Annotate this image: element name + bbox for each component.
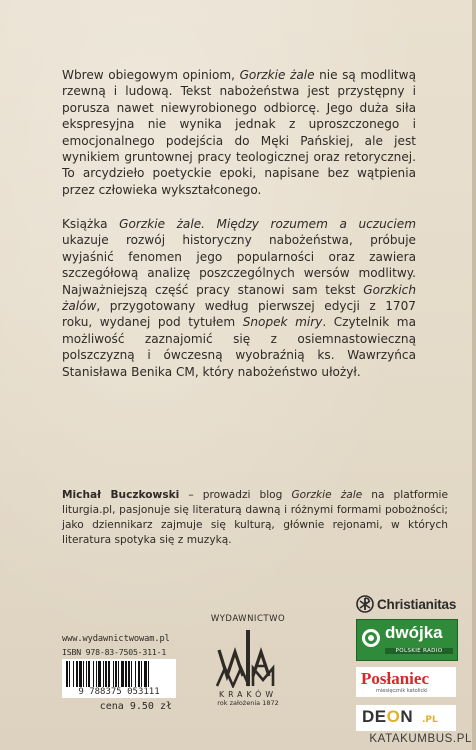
author-bio-text: – prowadzi blog Gorzkie żale na platformie liturgia.pl, pasjonuje się literaturą dawną i różnymi formami pobożności; jako dziennikarz zajmuje się kulturą, głównie rejonami, w których literatura spotyka się z muzyką.	[62, 489, 449, 546]
watermark: KATAKUMBUS.PL	[369, 733, 472, 745]
poslaniec-label: Posłaniec	[361, 669, 429, 688]
price: cena 9.50 zł	[99, 701, 172, 712]
christianitas-label: Christianitas	[377, 596, 457, 612]
barcode-digits: 9 788375 053111	[62, 687, 176, 698]
christianitas-logo	[356, 593, 466, 615]
dwojka-sublabel: POLSKIE RADIO	[385, 648, 453, 654]
description-paragraph-2: Książka Gorzkie żale. Między rozumem a uczuciem ukazuje rozwój historyczny nabożeństwa, próbuje wyjaśnić fenomen jego popularności oraz zawiera szczegółową analizę poszczególnych wersów modlitwy. Najważniejszą część pracy stanowi sam tekst Gorzkich żalów, przygotowany według pierwszej edycji z 1707 roku, wydanej pod tytułem Snopek miry. Czytelnik ma możliwość zaznajomić się z osiemnastowieczną polszczyzną i ówczesną wyobraźnią ks. Wawrzyńca Stanisława Benika CM, który nabożeństwo ułożył.	[62, 217, 416, 379]
dwojka-label: dwójka	[385, 623, 443, 642]
author-bio	[62, 488, 448, 548]
partner-logos	[356, 593, 466, 731]
deon-suffix: .PL	[422, 715, 438, 725]
poslaniec-sublabel: miesięcznik katolicki	[376, 688, 428, 694]
isbn-number: ISBN 978-83-7505-311-1	[62, 647, 167, 657]
publisher-url: www.wydawnictwowam.pl	[62, 634, 170, 644]
publisher-city: KRAKÓW	[218, 690, 278, 699]
publisher-founded: rok założenia 1872	[217, 699, 279, 707]
wam-emblem-icon	[213, 628, 283, 688]
deon-label: DEON	[362, 707, 414, 726]
publisher-label: WYDAWNICTWO	[210, 614, 286, 624]
dwojka-logo	[356, 619, 458, 661]
deon-logo	[356, 705, 456, 731]
barcode-bars-icon	[62, 659, 176, 689]
barcode-block	[62, 634, 178, 712]
publisher-logo	[198, 614, 298, 707]
description-paragraph-1: Wbrew obiegowym opiniom, Gorzkie żale nie są modlitwą rzewną i ludową. Tekst nabożeństwa jest przystępny i porusza nawet niewyrobionego odbiorcę. Jego duża siła ekspresyjna nie wynika jednak z uproszczonego i emocjonalnego podejścia do Męki Pańskiej, ale jest wynikiem gruntownej pracy teologicznej oraz retorycznej. To arcydzieło poetyckie epoki, napisane bez wątpienia przez człowieka wykształconego.	[62, 68, 416, 197]
poslaniec-logo	[356, 667, 456, 697]
barcode	[62, 659, 176, 697]
christianitas-chi-rho-icon	[356, 595, 374, 613]
cover-edge	[472, 0, 476, 750]
radio-dot-icon	[368, 635, 374, 641]
author-name: Michał Buczkowski	[62, 489, 180, 501]
